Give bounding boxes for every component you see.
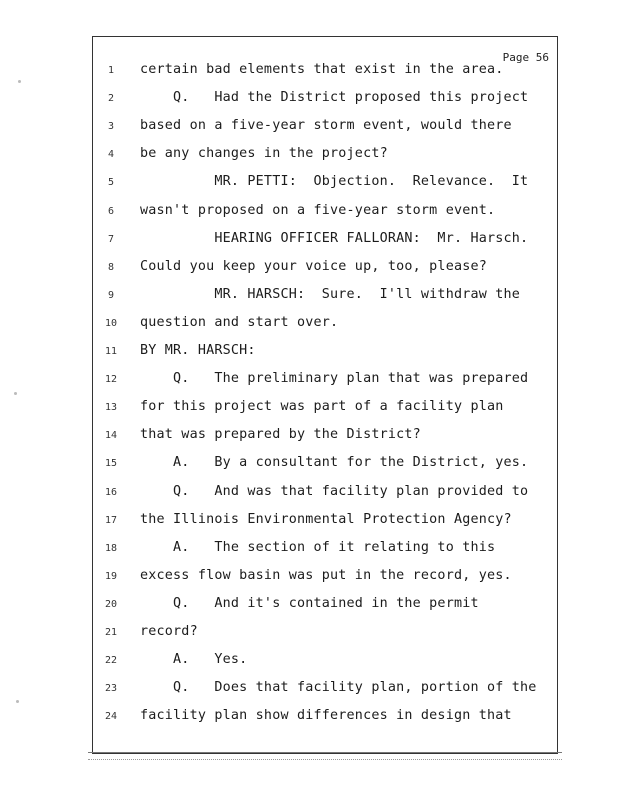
line-number: 21 xyxy=(104,627,118,638)
transcript-line xyxy=(93,143,559,171)
line-number: 4 xyxy=(107,149,115,161)
line-text: Could you keep your voice up, too, please? xyxy=(140,258,487,274)
scan-speck xyxy=(18,80,21,83)
transcript-line xyxy=(93,59,559,87)
line-number: 22 xyxy=(104,655,118,667)
line-text: that was prepared by the District? xyxy=(140,427,421,443)
line-number: 12 xyxy=(104,374,118,386)
line-text: based on a five-year storm event, would there xyxy=(140,118,512,134)
transcript-line xyxy=(93,340,559,368)
transcript-line xyxy=(93,677,559,705)
line-number: 13 xyxy=(104,402,118,414)
scan-speck xyxy=(14,392,17,395)
transcript-line xyxy=(93,424,559,452)
transcript-line xyxy=(93,705,559,733)
line-text: Q. The preliminary plan that was prepared xyxy=(140,371,529,387)
transcript-line xyxy=(93,284,559,312)
line-number: 23 xyxy=(104,683,118,695)
transcript-line xyxy=(93,115,559,143)
line-number: 20 xyxy=(104,598,118,610)
transcript-page xyxy=(92,36,558,754)
line-text: be any changes in the project? xyxy=(140,146,388,162)
line-text: BY MR. HARSCH: xyxy=(140,343,256,358)
line-number: 15 xyxy=(104,458,118,470)
line-text: MR. PETTI: Objection. Relevance. It xyxy=(140,174,529,190)
transcript-line xyxy=(93,621,559,649)
line-text: the Illinois Environmental Protection Agency? xyxy=(140,511,512,527)
line-number: 3 xyxy=(107,121,115,133)
line-number: 18 xyxy=(104,542,118,554)
transcript-line xyxy=(93,312,559,340)
line-number: 6 xyxy=(107,205,115,217)
line-text: HEARING OFFICER FALLORAN: Mr. Harsch. xyxy=(140,230,529,246)
line-number: 8 xyxy=(107,261,115,273)
transcript-line xyxy=(93,171,559,199)
line-number: 5 xyxy=(107,177,115,189)
line-text: wasn't proposed on a five-year storm event. xyxy=(140,202,496,218)
line-number: 1 xyxy=(107,65,115,76)
line-text: A. Yes. xyxy=(140,652,248,668)
scan-speck xyxy=(16,700,19,703)
line-number: 9 xyxy=(107,289,115,301)
line-text: Q. Does that facility plan, portion of the xyxy=(140,680,537,696)
page-number: Page 56 xyxy=(502,51,549,64)
transcript-line xyxy=(93,228,559,256)
transcript-line xyxy=(93,256,559,284)
line-number: 10 xyxy=(104,317,118,329)
transcript-line xyxy=(93,565,559,593)
line-text: A. The section of it relating to this xyxy=(140,539,496,555)
transcript-line xyxy=(93,200,559,228)
line-text: A. By a consultant for the District, yes. xyxy=(140,455,529,471)
transcript-line xyxy=(93,537,559,565)
line-text: certain bad elements that exist in the area. xyxy=(140,62,504,77)
transcript-line xyxy=(93,87,559,115)
line-number: 14 xyxy=(104,430,118,442)
transcript-line xyxy=(93,368,559,396)
transcript-line xyxy=(93,481,559,509)
transcript-line xyxy=(93,452,559,480)
line-text: for this project was part of a facility plan xyxy=(140,399,504,415)
line-text: excess flow basin was put in the record, yes. xyxy=(140,567,512,583)
transcript-line xyxy=(93,509,559,537)
line-text: facility plan show differences in design that xyxy=(140,708,512,724)
line-text: Q. Had the District proposed this project xyxy=(140,90,529,106)
transcript-line xyxy=(93,649,559,677)
line-text: Q. And was that facility plan provided to xyxy=(140,483,529,499)
line-number: 19 xyxy=(104,570,118,582)
line-text: question and start over. xyxy=(140,314,339,330)
line-text: MR. HARSCH: Sure. I'll withdraw the xyxy=(140,286,521,302)
line-text: record? xyxy=(140,624,198,639)
line-number: 11 xyxy=(104,346,118,357)
line-number: 2 xyxy=(107,93,115,105)
line-number: 24 xyxy=(104,711,118,723)
line-number: 7 xyxy=(107,233,115,245)
transcript-line xyxy=(93,396,559,424)
transcript-line xyxy=(93,593,559,621)
line-number: 16 xyxy=(104,486,118,498)
page-bottom-edge xyxy=(88,752,562,760)
line-number: 17 xyxy=(104,514,118,526)
line-text: Q. And it's contained in the permit xyxy=(140,595,479,611)
